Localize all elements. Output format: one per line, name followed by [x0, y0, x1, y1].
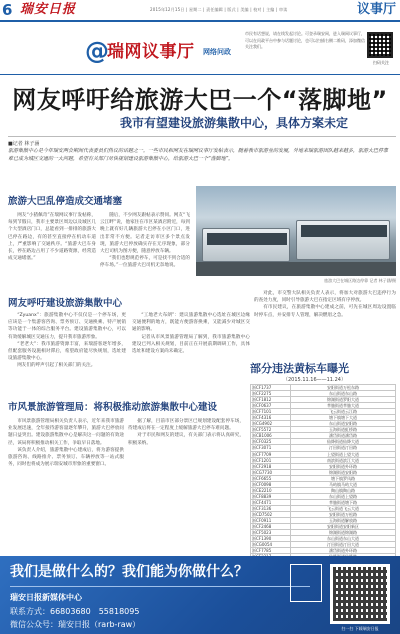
plate-number: 浙CG4902: [251, 421, 291, 427]
date-line: 2015年12月15日 | 星期二 | 责任编辑 | 版式 | 美编 | 校对 | 主编 | 审读: [150, 7, 288, 12]
qr-code-icon[interactable]: [330, 564, 390, 624]
paragraph: 对此，市交警大队相关负责人表示，将加大对旅游大巴违停行为的查处力度，同时引导旅游大巴在指定区域有序停放。: [254, 291, 396, 304]
plate-number: 浙CF8839: [251, 493, 291, 499]
plate-number: 浙CF5023: [251, 530, 291, 536]
violation-location: 安阳街道万松路: [291, 511, 396, 517]
banner-title: 瑞网议事厅: [107, 42, 195, 62]
plate-number: 浙CF1201: [251, 457, 291, 463]
photo-caption: 旅游大巴在城区路边停靠 记者 林子涵/摄: [324, 278, 396, 283]
plate-number: 浙CD7502: [251, 511, 291, 517]
plate-number: 浙CF3071: [251, 445, 291, 451]
violation-location: 安阳街道外环路: [291, 463, 396, 469]
ad-wechat: 微信公众号：瑞安日报（rarb-raw）: [10, 620, 141, 629]
banner-logo: [85, 37, 245, 66]
violation-location: 上望街道上望大道: [291, 451, 396, 457]
violation-location: 潘岱街道外环路: [291, 548, 396, 554]
article-column: [8, 418, 124, 468]
plate-number: 浙CG7730: [251, 469, 291, 475]
divider: [8, 136, 396, 137]
violation-location: 塘下镇罗凤路: [291, 475, 396, 481]
violation-location: 仙降街道仙降大道: [291, 439, 396, 445]
ad-phone: 联系方式：66803680 55818095: [10, 607, 140, 616]
qr-pattern: [333, 567, 387, 621]
violation-location: 莘塍街道莘塍大道: [291, 403, 396, 409]
section-title: 旅游大巴乱停造成交通堵塞: [8, 196, 123, 207]
subheadline: 我市有望建设旅游集散中心，具体方案未定: [120, 116, 349, 130]
plate-number: 浙CF0098: [251, 481, 291, 487]
plate-number: 浙CF0325: [251, 439, 291, 445]
at-sign-icon: @: [85, 37, 109, 65]
violation-location: 汀田街道汀田路: [291, 445, 396, 451]
plate-number: 浙CB1006: [251, 433, 291, 439]
plate-number: 浙CF1812: [251, 397, 291, 403]
violation-location: 锦湖街道安阳路: [291, 469, 396, 475]
article-column: [128, 418, 244, 447]
paragraph: 据了解，目前市区部分景区已规划建设配套停车场，待建成后将在一定程度上缓解旅游大巴停车难问题。: [128, 419, 244, 432]
section-name: 议事厅: [356, 2, 396, 17]
bus-window: [301, 225, 387, 237]
paragraph: “老老大”：我市旅游资源丰富，来瑞游客逐年增多，但配套服务设施相对滞后，希望政府能尽快规划，选址建设旅游集散中心。: [8, 341, 126, 362]
paragraph: 有市民建议，在旅游集散中心建成之前，可先在城区周边设置临时停车点，并安排专人管理，解决燃眉之急。: [254, 305, 396, 318]
section-title: 市风景旅游管理局：将积极推动旅游集散中心建设: [8, 402, 218, 413]
paragraph: 网友“小猪佩奇”在瑞网议事厅发帖称，每到节假日，我市主要景区周边以及城区几个大型酒店门口，总能看到一排排的旅游大巴停在路边，有的甚至直接停在机动车道上，严重影响了交通秩序。“旅游大巴车身长，停在路边占用了不少道路资源，经常造成交通堵塞。”: [8, 213, 96, 262]
headline: 网友呼吁给旅游大巴一个“落脚地”: [12, 86, 388, 114]
violation-location: 马屿镇马屿大道: [291, 481, 396, 487]
article-column: [8, 212, 96, 262]
plate-number: 浙CF6655: [251, 475, 291, 481]
violation-location: 飞云街道飞云大道: [291, 505, 396, 511]
plate-number: 浙CF7709: [251, 451, 291, 457]
qr-code-icon[interactable]: [367, 32, 393, 58]
violation-location: 陶山镇陶山路: [291, 487, 396, 493]
violation-location: 飞云街道云江路: [291, 409, 396, 415]
masthead: [0, 0, 400, 22]
article-column: [132, 312, 250, 355]
paragraph: “Zyuanx”：旅游集散中心不仅仅是一个停车场，更应该是一个集游客咨询、票务预订、交通换乘、特产展销等功能于一体的综合服务平台。建设旅游集散中心，可以有效缓解城区交通压力，提升我市旅游形象。: [8, 313, 126, 340]
plate-number: 浙CF2468: [251, 524, 291, 530]
ad-organization: 瑞安日报新媒体中心: [10, 593, 82, 602]
bus-photo: [196, 186, 396, 276]
violation-location: 锦湖街道罗阳大道: [291, 397, 396, 403]
promo-banner: [0, 556, 400, 634]
plate-number: 浙CF7785: [251, 548, 291, 554]
paragraph: 记者从市风景旅游管理局了解到，我市旅游集散中心建设已列入相关规划，目前正在开展前期调研工作，具体选址和建设方案尚未确定。: [132, 334, 250, 355]
plate-number: 浙CF3136: [251, 505, 291, 511]
paragraph: 对于市民和网友的建议，有关部门表示将认真研究，积极采纳。: [128, 433, 244, 446]
byline: ■记者 林子涵: [8, 141, 40, 147]
paragraph: 网友们的呼声引起了相关部门的关注。: [17, 363, 96, 369]
article-column: [254, 290, 396, 319]
table-title: 部分违法黄标车曝光: [250, 362, 349, 375]
violation-location: 东山街道上望路: [291, 493, 396, 499]
violation-location: 潘岱街道潘岱路: [291, 433, 396, 439]
plate-number: 浙CF4471: [251, 499, 291, 505]
plate-number: 浙CF2275: [251, 391, 291, 397]
article-column: [8, 312, 126, 370]
plate-number: 浙CE2210: [251, 487, 291, 493]
violation-location: 东山街道东山大道: [291, 536, 396, 542]
violation-location: 玉海街道解放路: [291, 518, 396, 524]
plate-number: 浙CF1390: [251, 536, 291, 542]
violation-location: 汀田街道汀田大道: [291, 542, 396, 548]
violation-location: 南滨街道滨江大道: [291, 457, 396, 463]
paragraph: 该负责人介绍，旅游集散中心建成后，将为游客提供旅游咨询、线路推介、票务预订、车辆停放等一站式服务，同时也将成为展示瑞安城市形象的重要窗口。: [8, 447, 124, 468]
violation-location: 锦湖街道锦湖路: [291, 530, 396, 536]
bus-shape: [296, 220, 390, 260]
paragraph: “我们也想规范停车，可是找不到合适的停车场。”一位旅游大巴司机无奈地说。: [100, 256, 190, 269]
qr-label: 扫一扫 下载瑞安日报: [341, 626, 379, 631]
page-number: 6: [2, 1, 13, 19]
plate-number: 浙CF0637: [251, 403, 291, 409]
phone-icon: [290, 564, 322, 602]
ad-headline: 我们是做什么的？我们能为你做什么？: [10, 564, 248, 580]
plate-number: 浙CF0911: [251, 518, 291, 524]
plate-number: 浙CG0054: [251, 542, 291, 548]
violation-location: 东山街道东山路: [291, 391, 396, 397]
divider: [10, 586, 310, 587]
bus-shape: [202, 228, 290, 262]
paragraph: 随后，不少网友跟帖表示赞同。网友“飞云江畔”说，他家住在市区某酒店附近，每到晚上就有好几辆旅游大巴停在小区门口，进出非常不方便。记者走访市区多个景点发现，旅游大巴停放确实存在无序现象，部分大巴司机为图方便，随意停放车辆。: [100, 213, 190, 255]
violation-location: 塘下镇塘下大道: [291, 415, 396, 421]
lead-paragraph: 旅游集散中心是今年瑞安两会期间代表委员们热议的话题之一。一些市民和网友在瑞网议事厅发帖表示，随着我市旅游业的发展，外地来瑞旅游团队越来越多，旅游大巴停靠难已成为城区交通的一大问题，希望有关部门尽快规划建设旅游集散中心，给旅游大巴一个“落脚地”。: [8, 148, 389, 162]
plate-number: 浙CF5572: [251, 427, 291, 433]
violation-location: 莘塍街道塘下路: [291, 499, 396, 505]
banner-subtitle: 网络问政: [203, 48, 231, 56]
table-subtitle: （2015.11.16——11.24）: [283, 377, 346, 383]
road: [196, 262, 396, 276]
paragraph: “工地老大布朗”：建议旅游集散中心选址在城区边缘交通便利的地方，既能方便游客换乘，又能减少对城区交通的影响。: [132, 313, 250, 333]
plate-number: 浙CF7101: [251, 409, 291, 415]
plate-number: 浙CF1737: [251, 385, 291, 391]
violation-location: 安阳街道安阳新区: [291, 524, 396, 530]
violation-location: 玉海街道虹桥路: [291, 427, 396, 433]
paper-name: 瑞安日报: [20, 2, 77, 17]
violation-location: 东山街道安阳路: [291, 421, 396, 427]
paragraph: 市风景旅游管理局相关负责人表示，近年来我市旅游业发展迅速，全年接待游客量逐年攀升，旅游大巴停放问题日益突出。建设旅游集散中心是解决这一问题的有效途径，该局将积极推动相关工作，争取早日落地。: [8, 419, 124, 446]
violation-location: 安阳街道万松东路: [291, 385, 396, 391]
divider: [0, 74, 400, 75]
qr-label: 扫码关注: [373, 60, 389, 65]
article-column: [100, 212, 190, 270]
section-title: 网友呼吁建设旅游集散中心: [8, 298, 123, 309]
banner-text: 市民有话想说，请在线发起讨论。可登录瑞安网，进入瑞网议事厅，可以在问政平台中参与话题讨论，也可以扫描右侧二维码，添加微信关注我们。: [245, 31, 365, 49]
bus-window: [207, 233, 287, 245]
plate-number: 浙CF2918: [251, 463, 291, 469]
plate-number: 浙CF4316: [251, 415, 291, 421]
